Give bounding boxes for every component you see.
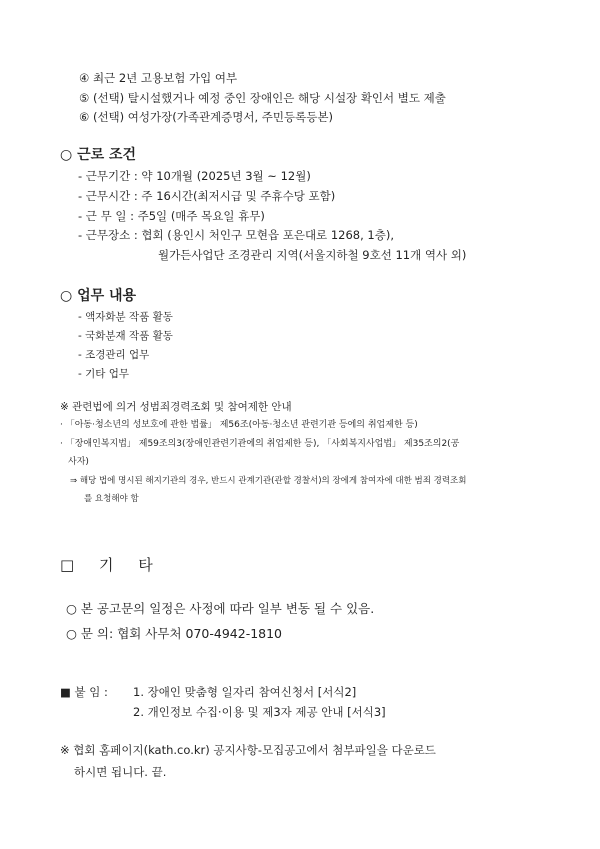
requirement-item-4: ④ 최근 2년 고용보험 가입 여부 bbox=[79, 71, 238, 85]
homepage-note-end: 하시면 됩니다. 끝. bbox=[74, 765, 167, 779]
attachments-label: ■ 붙 임 : bbox=[60, 685, 108, 699]
notice-line-2: · 「장애인복지법」 제59조의3(장애인관련기관에의 취업제한 등), 「사회복지사업법」 제35조의2(공 bbox=[60, 439, 460, 449]
work-conditions-heading: ○ 근로 조건 bbox=[60, 147, 137, 163]
work-location-cont: 월가든사업단 조경관리 지역(서울지하철 9호선 11개 역사 외) bbox=[158, 248, 467, 262]
duty-item: - 국화분재 작품 활동 bbox=[78, 330, 173, 342]
contact-line: ○ 문 의: 협회 사무처 070-4942-1810 bbox=[66, 626, 283, 641]
schedule-note: ○ 본 공고문의 일정은 사정에 따라 일부 변동 될 수 있음. bbox=[66, 601, 375, 616]
duty-item: - 기타 업무 bbox=[78, 368, 130, 380]
duty-item: - 액자화분 작품 활동 bbox=[78, 311, 173, 323]
work-location: - 근무장소 : 협회 (용인시 처인구 모현읍 포은대로 1268, 1층), bbox=[78, 228, 394, 242]
homepage-note: ※ 협회 홈페이지(kath.co.kr) 공지사항-모집공고에서 첨부파일을 다운로드 bbox=[60, 743, 436, 757]
work-days: - 근 무 일 : 주5일 (매주 목요일 휴무) bbox=[78, 209, 265, 223]
notice-line-3b: 를 요청해야 함 bbox=[84, 494, 139, 504]
work-hours: - 근무시간 : 주 16시간(최저시급 및 주휴수당 포함) bbox=[78, 189, 336, 203]
notice-line-1: · 「아동·청소년의 성보호에 관한 법률」 제56조(아동·청소년 관련기관 등에의 취업제한 등) bbox=[60, 420, 418, 430]
attachment-item-1: 1. 장애인 맞춤형 일자리 참여신청서 [서식2] bbox=[133, 685, 357, 699]
duties-heading: ○ 업무 내용 bbox=[60, 288, 137, 304]
notice-title: ※ 관련법에 의거 성범죄경력조회 및 참여제한 안내 bbox=[60, 401, 292, 413]
attachment-item-2: 2. 개인정보 수집·이용 및 제3자 제공 안내 [서식3] bbox=[133, 705, 386, 719]
work-period: - 근무기간 : 약 10개월 (2025년 3월 ~ 12월) bbox=[78, 169, 311, 183]
requirement-item-6: ⑥ (선택) 여성가장(가족관계증명서, 주민등록등본) bbox=[79, 110, 333, 124]
etc-heading: □ 기 타 bbox=[60, 556, 163, 574]
requirement-item-5: ⑤ (선택) 탈시설했거나 예정 중인 장애인은 해당 시설장 확인서 별도 제출 bbox=[79, 91, 446, 105]
notice-line-3: ⇒ 해당 법에 명시된 해지기관의 경우, 반드시 관계기관(관할 경찰서)의 장에게 참여자에 대한 범죄 경력조회 bbox=[70, 476, 467, 486]
notice-line-2b: 사자) bbox=[68, 457, 89, 467]
duty-item: - 조경관리 업무 bbox=[78, 349, 150, 361]
